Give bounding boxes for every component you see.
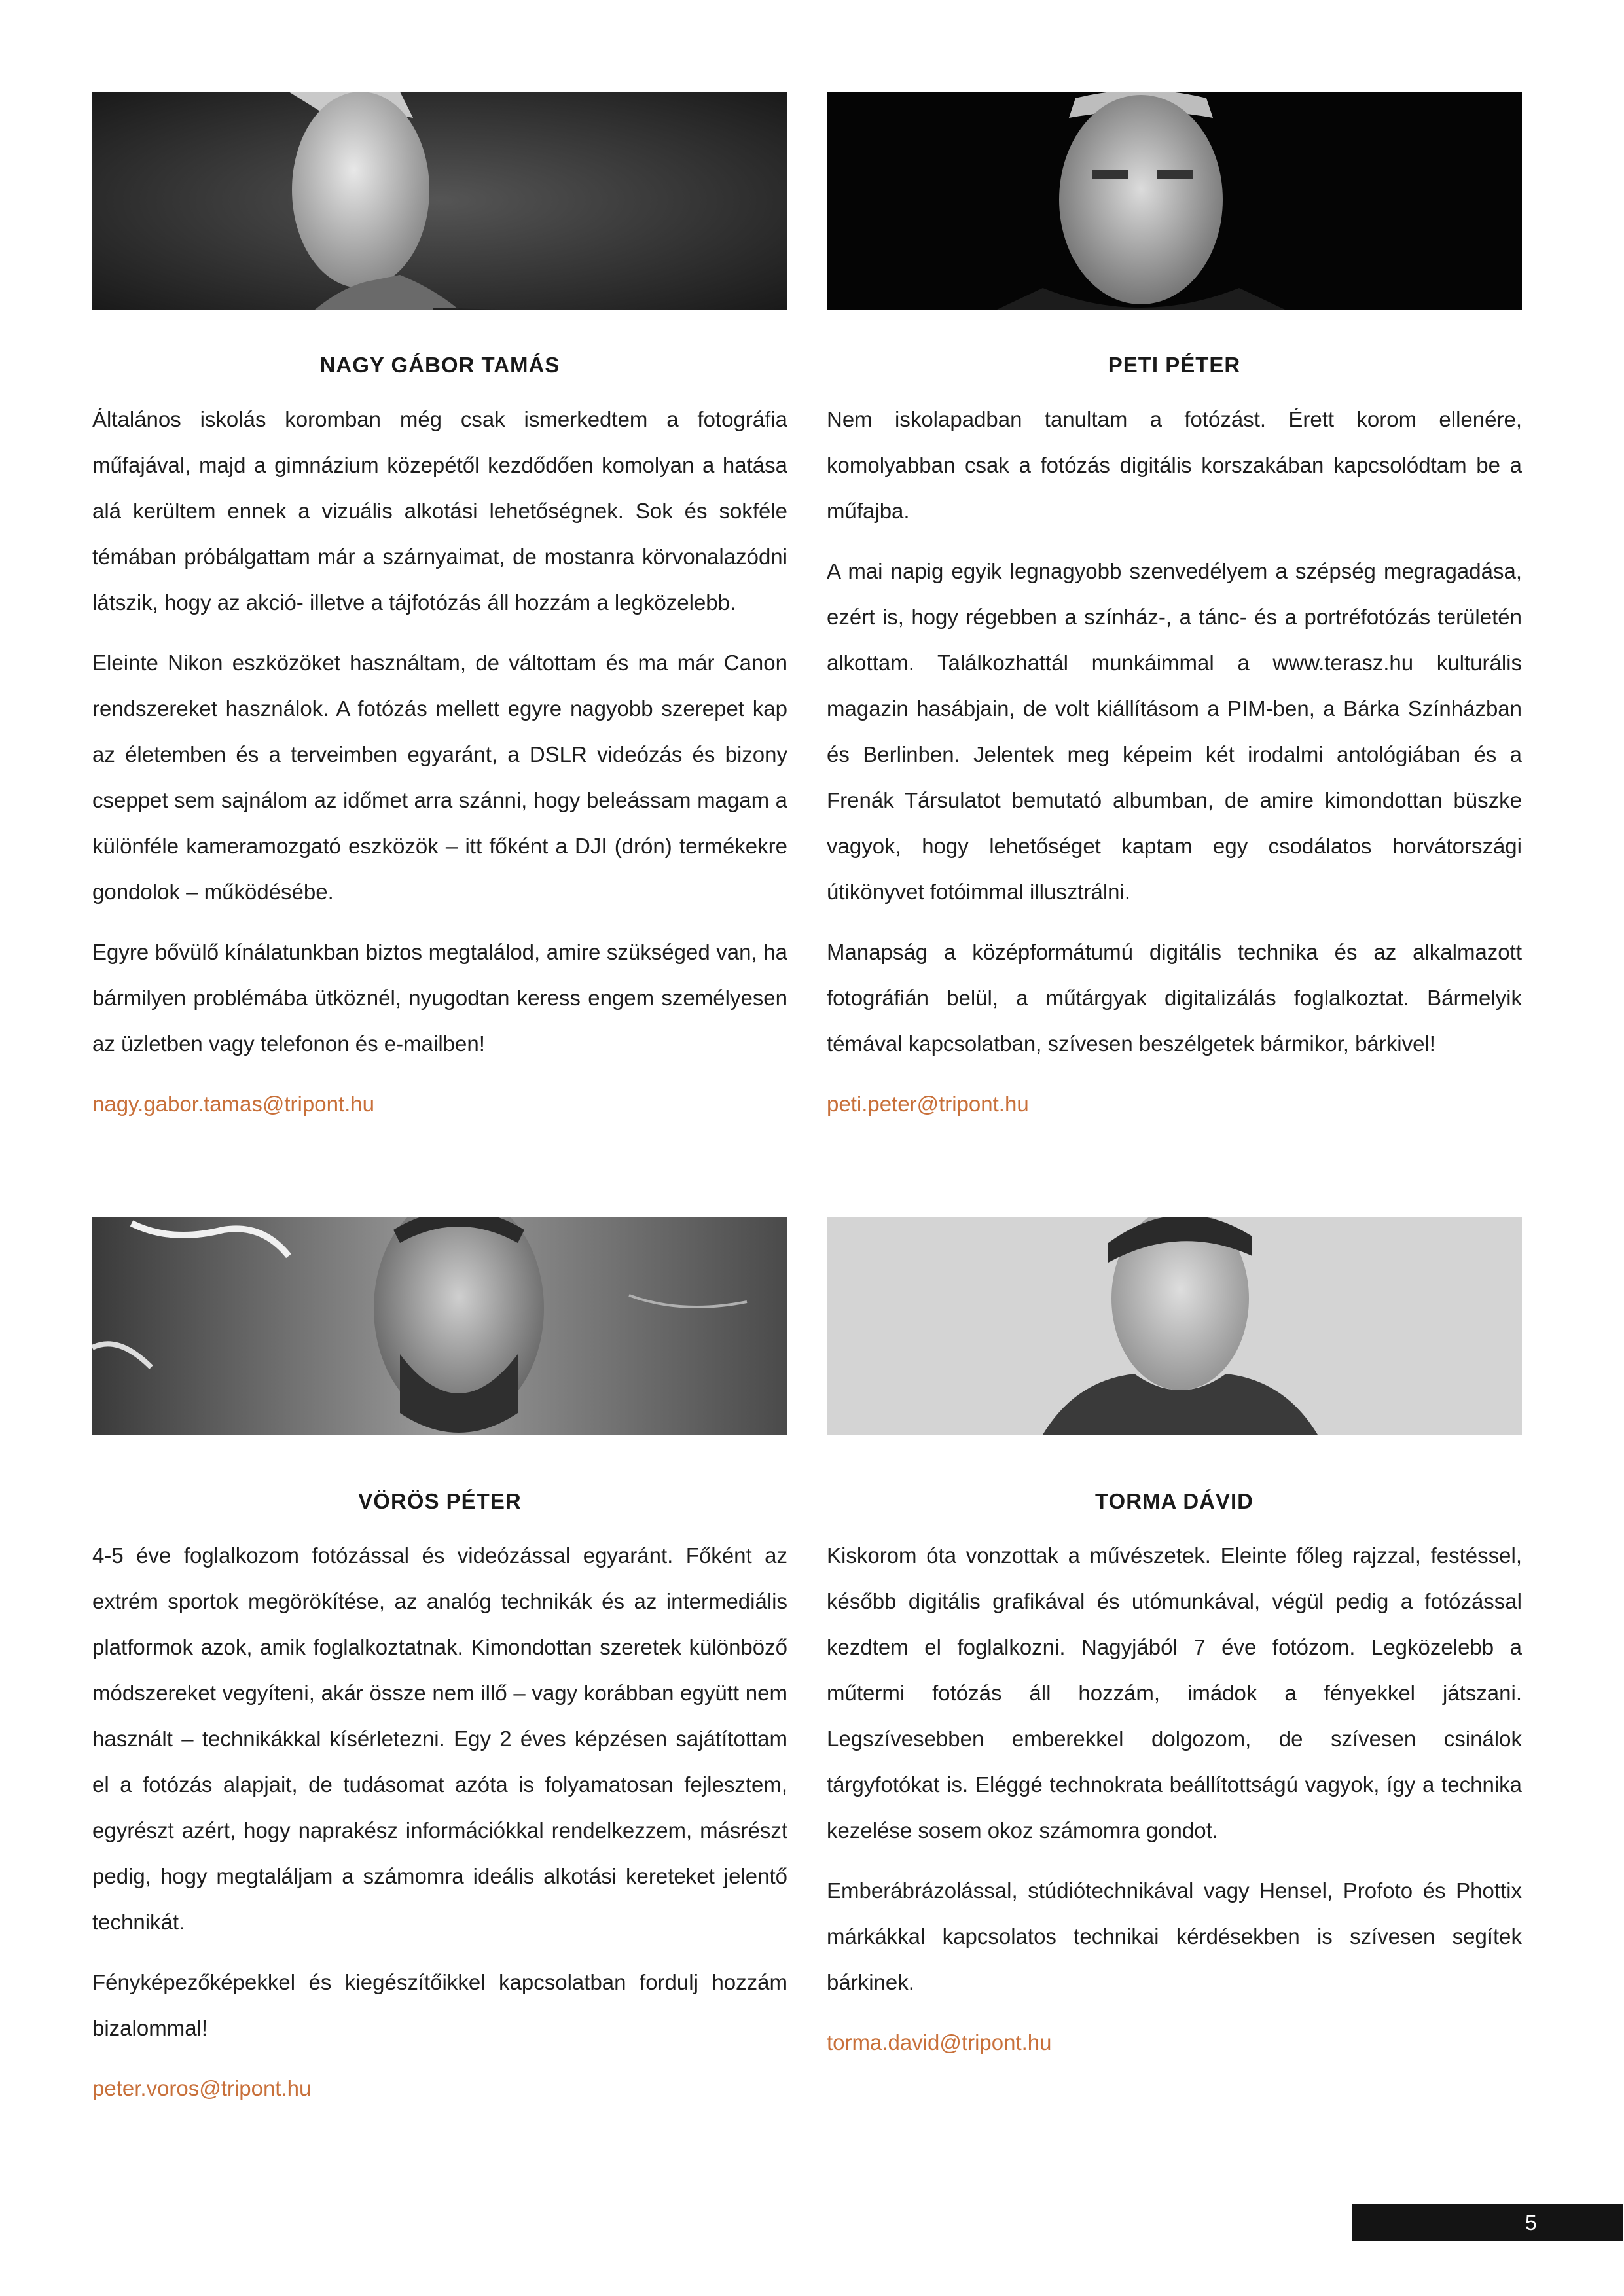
portrait-photo-voros-peter [92,1217,787,1435]
profile-paragraph: Emberábrázolással, stúdiótechnikával vagy Hensel, Profoto és Phottix márkákkal kapcsolatos technikai kérdésekben is szívesen segítek bárkinek. [827,1878,1522,1994]
profile-paragraph: Általános iskolás koromban még csak ismerkedtem a fotográfia műfajával, majd a gimnázium közepétől kezdődően komolyan a hatása alá kerültem ennek a vizuális alkotási lehetőségnek. Sok és sokféle témában próbálgattam már a szárnyaimat, de mostanra körvonalazódni látszik, hogy az akció- illetve a tájfotózás áll hozzám a legközelebb. [92,407,787,615]
profile-paragraph: Egyre bővülő kínálatunkban biztos megtalálod, amire szükséged van, ha bármilyen problémába ütköznél, nyugodtan keress engem személyesen az üzletben vagy telefonon és e-mailben! [92,940,787,1056]
profile-peti-peter [827,340,1522,1127]
profile-name: VÖRÖS PÉTER [358,1489,522,1513]
portrait-photo-torma-david [827,1217,1522,1435]
email-link[interactable]: torma.david@tripont.hu [827,2030,1052,2054]
profile-paragraph: Eleinte Nikon eszközöket használtam, de váltottam és ma már Canon rendszereket használok. A fotózás mellett egyre nagyobb szerepet kap az életemben és a terveimben egyaránt, a DSLR videózás és bizony cseppet sem sajnálom az időmet arra szánni, hogy beleássam magam a különféle kameramozgató eszközök – itt főként a DJI (drón) termékekre gondolok – működésébe. [92,651,787,904]
page-number-box [1352,2204,1623,2241]
email-link[interactable]: nagy.gabor.tamas@tripont.hu [92,1092,374,1116]
email-link[interactable]: peti.peter@tripont.hu [827,1092,1029,1116]
portrait-photo-peti-peter [827,92,1522,310]
profile-paragraph: 4-5 éve foglalkozom fotózással és videózással egyaránt. Főként az extrém sportok megörökítése, az analóg technikák és az intermediális platformok azok, amik foglalkoztatnak. Kimondottan szeretek különböző módszereket vegyíteni, akár össze nem illő – vagy korábban együtt nem használt – technikákkal kísérletezni. Egy 2 éves képzésen sajátítottam el a fotózás alapjait, de tudásomat azóta is folyamatosan fejlesztem, egyrészt azért, hogy naprakész információkkal rendelkezzem, másrészt pedig, hogy megtaláljam a számomra ideális alkotási kereteket jelentő technikát. [92,1543,787,1934]
profile-nagy-gabor-tamas [92,340,787,1127]
profile-paragraph: Kiskorom óta vonzottak a művészetek. Eleinte főleg rajzzal, festéssel, később digitális grafikával és utómunkával, végül pedig a fotózással kezdtem el foglalkozni. Nagyjából 7 éve fotózom. Legközelebb a műtermi fotózás áll hozzám, imádok a fényekkel játszani. Legszívesebben emberekkel dolgozom, de szívesen csinálok tárgyfotókat is. Eléggé technokrata beállítottságú vagyok, így a technika kezelése sosem okoz számomra gondot. [827,1543,1522,1842]
profile-name: TORMA DÁVID [1095,1489,1254,1513]
profile-torma-david [827,1477,1522,2066]
profile-paragraph: Manapság a középformátumú digitális technika és az alkalmazott fotográfián belül, a műtárgyak digitalizálás foglalkoztat. Bármelyik témával kapcsolatban, szívesen beszélgetek bármikor, bárkivel! [827,940,1522,1056]
page-number: 5 [1525,2211,1537,2234]
profile-paragraph: A mai napig egyik legnagyobb szenvedélyem a szépség megragadása, ezért is, hogy régebben a színház-, a tánc- és a portréfotózás területén alkottam. Találkozhattál munkáimmal a www.terasz.hu kulturális magazin hasábjain, de volt kiállításom a PIM-ben, a Bárka Színházban és Berlinben. Jelentek meg képeim két irodalmi antológiában és a Frenák Társulatot bemutató albumban, de amire kimondottan büszke vagyok, hogy lehetőséget kaptam egy csodálatos horvátországi útikönyvet fotóimmal illusztrálni. [827,559,1522,904]
portrait-photo-nagy-gabor-tamas [92,92,787,310]
profile-name: PETI PÉTER [1108,353,1241,377]
email-link[interactable]: peter.voros@tripont.hu [92,2076,312,2100]
profile-name: NAGY GÁBOR TAMÁS [319,353,560,377]
profile-paragraph: Nem iskolapadban tanultam a fotózást. Érett korom ellenére, komolyabban csak a fotózás digitális korszakában kapcsolódtam be a műfajba. [827,407,1522,523]
profile-paragraph: Fényképezőképekkel és kiegészítőikkel kapcsolatban fordulj hozzám bizalommal! [92,1970,787,2040]
profile-voros-peter [92,1477,787,2111]
